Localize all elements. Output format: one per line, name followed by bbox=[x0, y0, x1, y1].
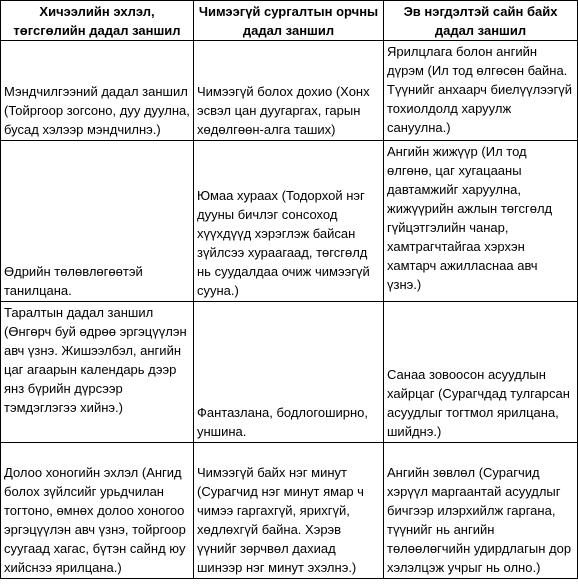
table-cell: Өдрийн төлөвлөгөөтэй танилцана. bbox=[1, 141, 194, 302]
table-row bbox=[1, 443, 578, 579]
table-cell: Мэндчилгээний дадал заншил (Тойргоор зогсоно, дуу дуулна, бусад хэлээр мэндчилнэ.) bbox=[1, 41, 194, 141]
table-row bbox=[1, 302, 578, 443]
table-row bbox=[1, 41, 578, 141]
header-lesson-start-end: Хичээлийн эхлэл, төгсгөлийн дадал заншил bbox=[1, 1, 194, 41]
table-cell: Таралтын дадал заншил (Өнгөрч буй өдрөө эргэцүүлэн авч үзнэ. Жишээлбэл, ангийн цаг агаарын календарь дээр янз бүрийн дүрсээр тэмдэглэгээ хийнэ.) bbox=[1, 302, 194, 443]
table-cell: Чимээгүй болох дохио (Хонх эсвэл цан дуугаргах, гарын хөдөлгөөн-алга таших) bbox=[194, 41, 384, 141]
header-unity: Эв нэгдэлтэй сайн байх дадал заншил bbox=[384, 1, 578, 41]
table-cell: Чимээгүй байх нэг минут (Сурагчид нэг минут ямар ч чимээ гаргахгүй, ярихгүй, хөдлөхгүй байна. Хэрэв үүнийг зөрчвөл дахиад шинээр нэг минут эхэлнэ.) bbox=[194, 443, 384, 579]
header-quiet-environment: Чимээгүй сургалтын орчны дадал заншил bbox=[194, 1, 384, 41]
table-cell: Долоо хоногийн эхлэл (Ангид болох зүйлсийг урьдчилан тогтоно, өмнөх долоо хоногоо эргэцүүлэн авч үзнэ, тойргоор суугаад хагас, бүтэн сайнд юу хийснээ ярилцана.) bbox=[1, 443, 194, 579]
header-row bbox=[1, 1, 578, 41]
table-cell: Санаа зовоосон асуудлын хайрцаг (Сурагчдад тулгарсан асуудлыг тогтмол ярилцана, шийднэ.) bbox=[384, 302, 578, 443]
table-cell: Ангийн жижүүр (Ил тод өлгөнө, цаг хугацааны давтамжийг харуулна, жижүүрийн ажлын төгсгөлд гүйцэтгэлийн чанар, хамтрагчтайгаа хэрхэн хамтарч ажилласнаа авч үзнэ.) bbox=[384, 141, 578, 302]
table-row bbox=[1, 141, 578, 302]
table-cell: Юмаа хураах (Тодорхой нэг дууны бичлэг сонсоход хүүхдүүд хэрэглэж байсан зүйлсээ хураагаад, төгсгөлд нь суудалдаа очиж чимээгүй сууна.) bbox=[194, 141, 384, 302]
table-cell: Ангийн зөвлөл (Сурагчид хэрүүл маргаантай асуудлыг бичгээр илэрхийлж гаргана, түүнийг нь ангийн төлөөлөгчийн удирдлагын дор хэлэлцэж учрыг нь олно.) bbox=[384, 443, 578, 579]
table-cell: Фантазлана, бодлогоширно, уншина. bbox=[194, 302, 384, 443]
table-cell: Ярилцлага болон ангийн дүрэм (Ил тод өлгөсөн байна. Түүнийг анхаарч биелүүлээгүй тохиолдолд харуулж сануулна.) bbox=[384, 41, 578, 141]
